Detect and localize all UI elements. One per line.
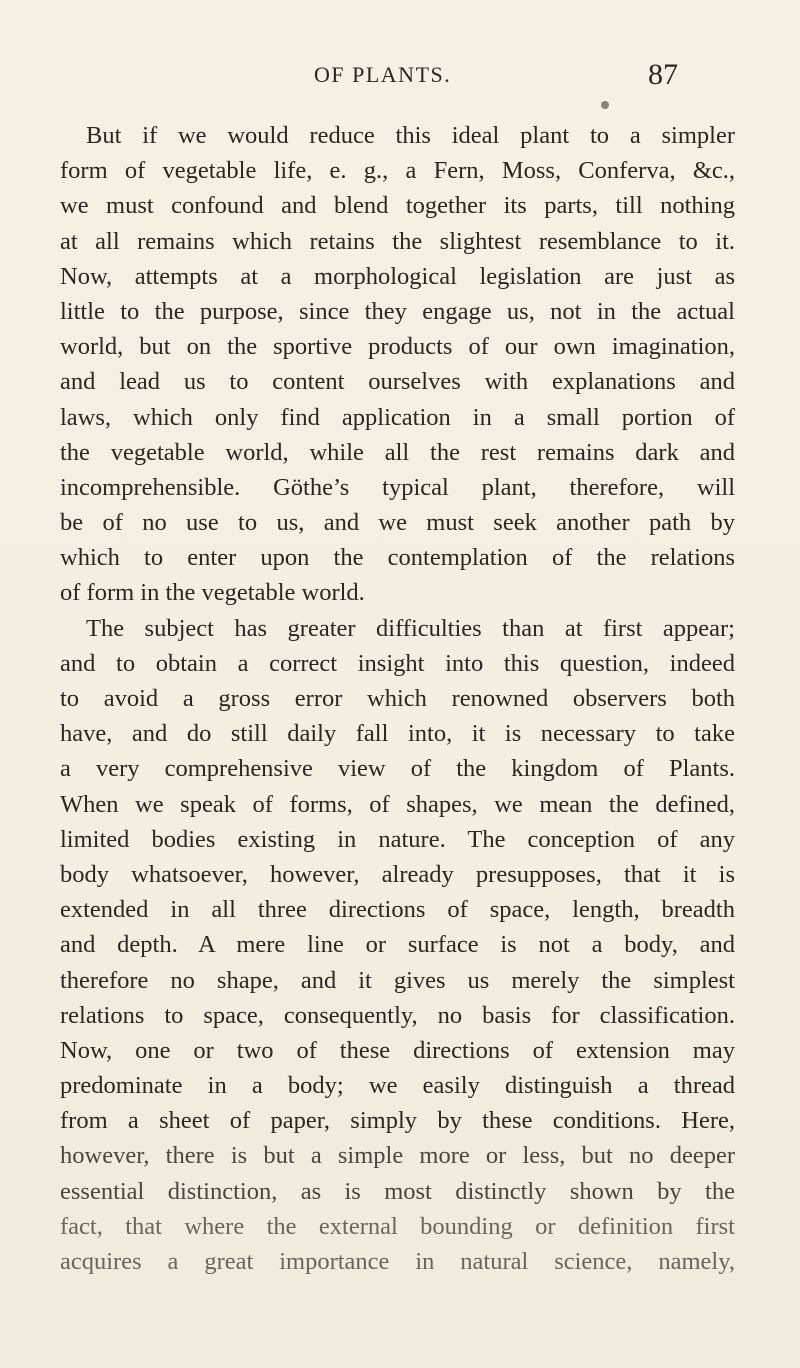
text-line: predominate in a body; we easily distinguish a thread	[60, 1072, 735, 1100]
text-line: at all remains which retains the slightest resemblance to it.	[60, 227, 735, 255]
text-line: therefore no shape, and it gives us merely the simplest	[60, 966, 735, 994]
text-line: When we speak of forms, of shapes, we mean the defined,	[60, 790, 735, 818]
text-line: laws, which only find application in a small portion of	[60, 403, 735, 431]
running-head-title: OF PLANTS.	[314, 62, 452, 87]
text-line: limited bodies existing in nature. The conception of any	[60, 825, 735, 853]
text-line: be of no use to us, and we must seek another path by	[60, 509, 735, 537]
text-line: have, and do still daily fall into, it is necessary to take	[60, 720, 735, 748]
text-line: body whatsoever, however, already presupposes, that it is	[60, 860, 735, 888]
text-line: and depth. A mere line or surface is not a body, and	[60, 931, 735, 959]
text-line: extended in all three directions of space, length, breadth	[60, 896, 735, 924]
text-line: relations to space, consequently, no basis for classification.	[60, 1001, 735, 1029]
text-line: fact, that where the external bounding or definition first	[60, 1212, 735, 1240]
printer-mark	[601, 101, 609, 109]
text-line: of form in the vegetable world.	[60, 579, 365, 607]
text-line: a very comprehensive view of the kingdom of Plants.	[60, 755, 735, 783]
text-line: the vegetable world, while all the rest remains dark and	[60, 438, 735, 466]
text-line: acquires a great importance in natural science, namely,	[60, 1248, 735, 1275]
text-line: and to obtain a correct insight into this question, indeed	[60, 649, 735, 677]
text-line: essential distinction, as is most distinctly shown by the	[60, 1177, 735, 1205]
body-text	[60, 118, 735, 1279]
text-line: Now, attempts at a morphological legislation are just as	[60, 262, 735, 290]
text-line: from a sheet of paper, simply by these conditions. Here,	[60, 1107, 735, 1135]
running-head	[0, 58, 800, 98]
text-line: incomprehensible. Göthe’s typical plant, therefore, will	[60, 473, 735, 501]
text-line: to avoid a gross error which renowned observers both	[60, 685, 735, 712]
text-line: Now, one or two of these directions of extension may	[60, 1036, 735, 1064]
text-line: world, but on the sportive products of our own imagination,	[60, 333, 735, 361]
text-line: The subject has greater difficulties than at first appear;	[86, 614, 735, 642]
text-line: form of vegetable life, e. g., a Fern, Moss, Conferva, &c.,	[60, 157, 735, 185]
text-line: we must confound and blend together its parts, till nothing	[60, 192, 735, 220]
text-line: little to the purpose, since they engage us, not in the actual	[60, 297, 735, 325]
text-line: however, there is but a simple more or less, but no deeper	[60, 1142, 735, 1170]
text-line: But if we would reduce this ideal plant to a simpler	[86, 122, 735, 149]
text-line: which to enter upon the contemplation of the relations	[60, 544, 735, 572]
text-line: and lead us to content ourselves with explanations and	[60, 368, 735, 396]
page-number: 87	[648, 58, 678, 91]
